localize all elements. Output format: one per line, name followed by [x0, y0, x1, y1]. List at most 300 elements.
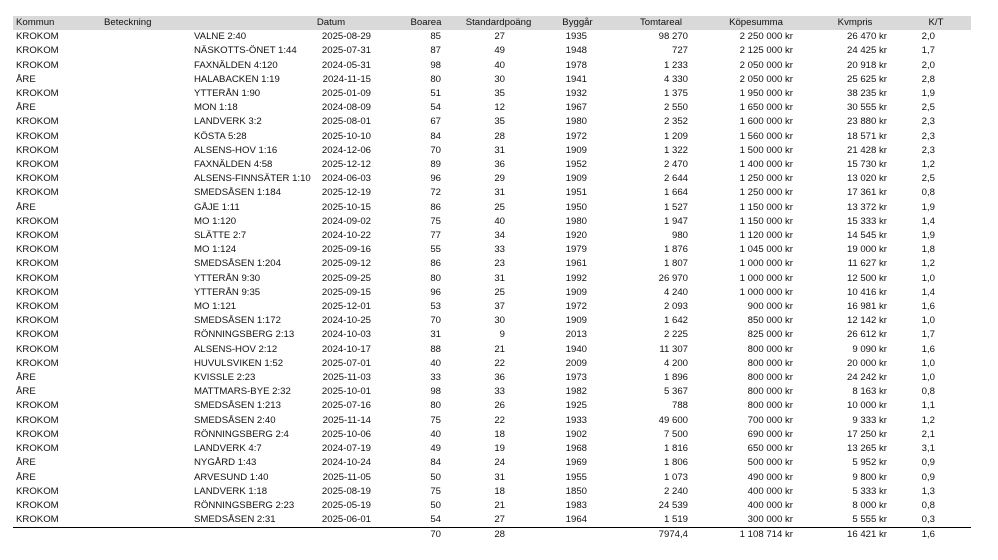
cell-beteckning[interactable]: SLÄTTE 2:7	[194, 230, 247, 242]
cell-tomtareal[interactable]: 5 367	[663, 386, 688, 398]
cell-kt[interactable]: 1,6	[921, 343, 935, 355]
cell-kvmpris[interactable]: 13 265 kr	[846, 443, 887, 455]
cell-datum[interactable]: 2024-05-31	[321, 59, 371, 71]
cell-byggar[interactable]: 1909	[565, 286, 587, 298]
cell-tomtareal[interactable]: 1 642	[663, 315, 688, 327]
cell-kommun[interactable]: ÅRE	[16, 457, 36, 469]
cell-boarea[interactable]: 77	[430, 230, 441, 242]
cell-beteckning[interactable]: LANDVERK 4:7	[194, 443, 262, 455]
cell-kvmpris[interactable]: 17 250 kr	[846, 428, 887, 440]
cell-kt[interactable]: 1,1	[921, 400, 935, 412]
cell-kvmpris[interactable]: 13 372 kr	[846, 201, 887, 213]
cell-kt[interactable]: 1,0	[921, 272, 935, 284]
cell-beteckning[interactable]: MON 1:18	[194, 102, 238, 114]
cell-kopesumma[interactable]: 825 000 kr	[747, 329, 793, 341]
cell-kvmpris[interactable]: 9 800 kr	[852, 471, 887, 483]
cell-beteckning[interactable]: ALSENS-HOV 1:16	[194, 144, 278, 156]
cell-datum[interactable]: 2024-10-03	[321, 329, 371, 341]
cell-tomtareal[interactable]: 2 225	[663, 329, 688, 341]
cell-datum[interactable]: 2025-11-05	[322, 471, 371, 483]
cell-tomtareal[interactable]: 1 896	[663, 372, 688, 384]
cell-boarea[interactable]: 96	[430, 286, 441, 298]
cell-kopesumma[interactable]: 1 950 000 kr	[739, 88, 793, 100]
cell-kommun[interactable]: ÅRE	[16, 102, 36, 114]
cell-tomtareal[interactable]: 1 527	[663, 201, 688, 213]
cell-boarea[interactable]: 40	[430, 428, 441, 440]
cell-datum[interactable]: 2025-09-16	[321, 244, 371, 256]
cell-beteckning[interactable]: VALNE 2:40	[194, 31, 247, 43]
cell-kvmpris[interactable]: 14 545 kr	[846, 230, 887, 242]
cell-kopesumma[interactable]: 1 600 000 kr	[739, 116, 793, 128]
cell-tomtareal[interactable]: 1 816	[663, 443, 688, 455]
cell-standardpoang[interactable]: 18	[494, 485, 505, 497]
cell-kommun[interactable]: KROKOM	[16, 116, 59, 128]
cell-datum[interactable]: 2024-12-06	[321, 144, 371, 156]
cell-standardpoang[interactable]: 19	[494, 443, 505, 455]
cell-kopesumma[interactable]: 800 000 kr	[747, 372, 793, 384]
cell-byggar[interactable]: 2009	[565, 357, 587, 369]
cell-datum[interactable]: 2025-08-01	[321, 116, 371, 128]
column-header-kopesumma[interactable]: Köpesumma	[703, 16, 809, 30]
total-cell-datum[interactable]	[271, 528, 391, 543]
cell-standardpoang[interactable]: 21	[494, 499, 505, 511]
cell-standardpoang[interactable]: 31	[494, 471, 505, 483]
total-cell-kt[interactable]: 1,6	[901, 528, 971, 543]
cell-datum[interactable]: 2024-08-09	[321, 102, 371, 114]
cell-beteckning[interactable]: SMEDSÅSEN 1:172	[194, 315, 281, 327]
column-header-kt[interactable]: K/T	[901, 16, 971, 30]
cell-beteckning[interactable]: ARVESUND 1:40	[194, 471, 269, 483]
cell-datum[interactable]: 2024-06-03	[321, 173, 371, 185]
cell-byggar[interactable]: 1972	[565, 301, 587, 313]
cell-kopesumma[interactable]: 800 000 kr	[747, 357, 793, 369]
cell-standardpoang[interactable]: 22	[494, 414, 505, 426]
cell-kopesumma[interactable]: 1 500 000 kr	[739, 144, 793, 156]
cell-byggar[interactable]: 1952	[565, 159, 587, 171]
cell-standardpoang[interactable]: 24	[494, 457, 505, 469]
cell-beteckning[interactable]: MATTMARS-BYE 2:32	[194, 386, 291, 398]
cell-kvmpris[interactable]: 5 333 kr	[852, 485, 887, 497]
cell-kt[interactable]: 2,3	[921, 116, 935, 128]
cell-kommun[interactable]: KROKOM	[16, 173, 59, 185]
cell-kvmpris[interactable]: 9 090 kr	[852, 343, 887, 355]
cell-boarea[interactable]: 98	[430, 59, 441, 71]
cell-datum[interactable]: 2025-10-06	[321, 428, 371, 440]
cell-kopesumma[interactable]: 650 000 kr	[747, 443, 793, 455]
cell-datum[interactable]: 2025-10-15	[321, 201, 371, 213]
cell-byggar[interactable]: 1925	[565, 400, 587, 412]
cell-datum[interactable]: 2024-10-22	[321, 230, 371, 242]
cell-kommun[interactable]: KROKOM	[16, 215, 59, 227]
cell-kopesumma[interactable]: 400 000 kr	[747, 499, 793, 511]
cell-tomtareal[interactable]: 4 240	[663, 286, 688, 298]
cell-kvmpris[interactable]: 13 020 kr	[846, 173, 887, 185]
cell-kopesumma[interactable]: 2 250 000 kr	[739, 31, 793, 43]
cell-standardpoang[interactable]: 34	[494, 230, 505, 242]
cell-kt[interactable]: 1,7	[921, 329, 935, 341]
cell-kvmpris[interactable]: 15 333 kr	[846, 215, 887, 227]
cell-kommun[interactable]: KROKOM	[16, 414, 59, 426]
cell-standardpoang[interactable]: 26	[494, 400, 505, 412]
cell-datum[interactable]: 2025-07-31	[321, 45, 371, 57]
cell-datum[interactable]: 2025-12-01	[321, 301, 371, 313]
cell-kvmpris[interactable]: 21 428 kr	[846, 144, 887, 156]
cell-boarea[interactable]: 40	[430, 357, 441, 369]
total-cell-standardpoang[interactable]: 28	[461, 528, 536, 543]
cell-tomtareal[interactable]: 1 073	[663, 471, 688, 483]
cell-tomtareal[interactable]: 2 240	[663, 485, 688, 497]
cell-kvmpris[interactable]: 20 918 kr	[846, 59, 887, 71]
cell-kvmpris[interactable]: 8 000 kr	[852, 499, 887, 511]
cell-kt[interactable]: 1,4	[921, 286, 935, 298]
column-header-beteckning[interactable]: Beteckning	[101, 16, 271, 30]
total-cell-beteckning[interactable]	[101, 528, 271, 543]
cell-datum[interactable]: 2025-10-10	[321, 130, 371, 142]
cell-kt[interactable]: 1,2	[921, 414, 935, 426]
cell-beteckning[interactable]: GÅJE 1:11	[194, 201, 240, 213]
cell-datum[interactable]: 2024-09-02	[321, 215, 371, 227]
cell-standardpoang[interactable]: 37	[494, 301, 505, 313]
cell-kvmpris[interactable]: 26 612 kr	[846, 329, 887, 341]
cell-kt[interactable]: 1,3	[921, 485, 935, 497]
cell-datum[interactable]: 2025-07-01	[321, 357, 371, 369]
cell-byggar[interactable]: 1850	[565, 485, 587, 497]
cell-kopesumma[interactable]: 900 000 kr	[747, 301, 793, 313]
cell-tomtareal[interactable]: 980	[671, 230, 688, 242]
cell-standardpoang[interactable]: 40	[494, 59, 505, 71]
cell-datum[interactable]: 2024-10-17	[321, 343, 371, 355]
cell-beteckning[interactable]: MO 1:120	[194, 215, 237, 227]
cell-kt[interactable]: 1,9	[921, 230, 935, 242]
cell-tomtareal[interactable]: 1 876	[663, 244, 688, 256]
cell-kommun[interactable]: KROKOM	[16, 272, 59, 284]
cell-beteckning[interactable]: FAXNÄLDEN 4:58	[194, 159, 273, 171]
column-header-kommun[interactable]: Kommun	[13, 16, 101, 30]
cell-kvmpris[interactable]: 5 555 kr	[852, 514, 887, 526]
cell-boarea[interactable]: 33	[430, 372, 441, 384]
cell-byggar[interactable]: 1951	[565, 187, 587, 199]
cell-byggar[interactable]: 1909	[565, 173, 587, 185]
cell-beteckning[interactable]: LANDVERK 3:2	[194, 116, 262, 128]
cell-beteckning[interactable]: SMEDSÅSEN 1:184	[194, 187, 281, 199]
cell-kt[interactable]: 1,2	[921, 258, 935, 270]
cell-kvmpris[interactable]: 16 981 kr	[846, 301, 887, 313]
cell-boarea[interactable]: 49	[430, 443, 441, 455]
cell-beteckning[interactable]: YTTERÅN 1:90	[194, 88, 261, 100]
cell-kopesumma[interactable]: 800 000 kr	[747, 400, 793, 412]
cell-kommun[interactable]: KROKOM	[16, 130, 59, 142]
cell-boarea[interactable]: 86	[430, 258, 441, 270]
cell-kommun[interactable]: KROKOM	[16, 315, 59, 327]
cell-kt[interactable]: 0,9	[921, 457, 935, 469]
cell-tomtareal[interactable]: 1 209	[663, 130, 688, 142]
cell-kommun[interactable]: KROKOM	[16, 45, 59, 57]
cell-standardpoang[interactable]: 31	[494, 144, 505, 156]
cell-datum[interactable]: 2024-10-24	[321, 457, 371, 469]
cell-datum[interactable]: 2025-01-09	[321, 88, 371, 100]
total-cell-tomtareal[interactable]: 7974,4	[619, 528, 703, 543]
cell-kommun[interactable]: ÅRE	[16, 386, 36, 398]
cell-kopesumma[interactable]: 1 400 000 kr	[739, 159, 793, 171]
cell-byggar[interactable]: 1935	[565, 31, 587, 43]
cell-datum[interactable]: 2025-11-14	[322, 414, 371, 426]
cell-boarea[interactable]: 67	[430, 116, 441, 128]
cell-boarea[interactable]: 31	[430, 329, 441, 341]
cell-standardpoang[interactable]: 25	[494, 201, 505, 213]
cell-standardpoang[interactable]: 31	[494, 187, 505, 199]
cell-datum[interactable]: 2025-09-12	[321, 258, 371, 270]
cell-kvmpris[interactable]: 9 333 kr	[852, 414, 887, 426]
cell-byggar[interactable]: 1980	[565, 116, 587, 128]
cell-tomtareal[interactable]: 2 550	[663, 102, 688, 114]
total-cell-kommun[interactable]	[13, 528, 101, 543]
cell-kt[interactable]: 1,0	[921, 315, 935, 327]
cell-beteckning[interactable]: YTTERÅN 9:35	[194, 286, 261, 298]
cell-kopesumma[interactable]: 2 125 000 kr	[739, 45, 793, 57]
cell-standardpoang[interactable]: 31	[494, 272, 505, 284]
cell-boarea[interactable]: 84	[430, 130, 441, 142]
cell-tomtareal[interactable]: 98 270	[658, 31, 688, 43]
cell-datum[interactable]: 2024-07-19	[321, 443, 371, 455]
cell-boarea[interactable]: 75	[430, 215, 441, 227]
cell-kommun[interactable]: KROKOM	[16, 357, 59, 369]
cell-datum[interactable]: 2025-06-01	[321, 514, 371, 526]
cell-boarea[interactable]: 96	[430, 173, 441, 185]
cell-byggar[interactable]: 1968	[565, 443, 587, 455]
cell-tomtareal[interactable]: 1 807	[663, 258, 688, 270]
cell-datum[interactable]: 2025-09-25	[321, 272, 371, 284]
cell-beteckning[interactable]: NÄSKOTTS-ÖNET 1:44	[194, 45, 297, 57]
cell-byggar[interactable]: 1961	[565, 258, 587, 270]
cell-kopesumma[interactable]: 690 000 kr	[747, 428, 793, 440]
cell-tomtareal[interactable]: 11 307	[659, 343, 688, 355]
cell-byggar[interactable]: 1983	[565, 499, 587, 511]
cell-kommun[interactable]: KROKOM	[16, 187, 59, 199]
cell-boarea[interactable]: 54	[430, 514, 441, 526]
cell-beteckning[interactable]: LANDVERK 1:18	[194, 485, 268, 497]
cell-kopesumma[interactable]: 1 000 000 kr	[739, 258, 793, 270]
cell-kt[interactable]: 2,3	[921, 130, 935, 142]
cell-beteckning[interactable]: HUVULSVIKEN 1:52	[194, 357, 284, 369]
cell-boarea[interactable]: 98	[430, 386, 441, 398]
total-cell-boarea[interactable]: 70	[391, 528, 461, 543]
cell-boarea[interactable]: 72	[430, 187, 441, 199]
cell-tomtareal[interactable]: 788	[671, 400, 688, 412]
cell-kopesumma[interactable]: 2 050 000 kr	[739, 59, 793, 71]
cell-tomtareal[interactable]: 1 375	[663, 88, 688, 100]
cell-beteckning[interactable]: SMEDSÅSEN 1:204	[194, 258, 281, 270]
cell-tomtareal[interactable]: 1 947	[663, 215, 688, 227]
cell-byggar[interactable]: 1920	[565, 230, 587, 242]
cell-beteckning[interactable]: YTTERÅN 9:30	[194, 272, 261, 284]
cell-byggar[interactable]: 1948	[565, 45, 587, 57]
cell-datum[interactable]: 2025-08-29	[321, 31, 371, 43]
cell-kvmpris[interactable]: 30 555 kr	[846, 102, 887, 114]
cell-boarea[interactable]: 54	[430, 102, 441, 114]
cell-beteckning[interactable]: KVISSLE 2:23	[194, 372, 256, 384]
cell-byggar[interactable]: 1969	[565, 457, 587, 469]
cell-kt[interactable]: 1,2	[921, 159, 935, 171]
cell-kvmpris[interactable]: 12 500 kr	[846, 272, 887, 284]
cell-kommun[interactable]: KROKOM	[16, 485, 59, 497]
cell-kopesumma[interactable]: 1 250 000 kr	[739, 173, 793, 185]
column-header-tomtareal[interactable]: Tomtareal	[619, 16, 703, 30]
cell-kopesumma[interactable]: 850 000 kr	[747, 315, 793, 327]
cell-beteckning[interactable]: KÖSTA 5:28	[194, 130, 247, 142]
cell-kt[interactable]: 3,1	[921, 443, 935, 455]
cell-boarea[interactable]: 75	[430, 414, 441, 426]
cell-kt[interactable]: 1,7	[921, 45, 935, 57]
cell-kt[interactable]: 1,9	[921, 201, 935, 213]
cell-kt[interactable]: 0,3	[921, 514, 935, 526]
cell-kopesumma[interactable]: 2 050 000 kr	[739, 73, 793, 85]
cell-kommun[interactable]: KROKOM	[16, 428, 59, 440]
cell-kommun[interactable]: KROKOM	[16, 443, 59, 455]
column-header-standardpoang[interactable]: Standardpoäng	[461, 16, 536, 30]
cell-kopesumma[interactable]: 500 000 kr	[747, 457, 793, 469]
cell-kt[interactable]: 2,5	[921, 173, 935, 185]
cell-kommun[interactable]: ÅRE	[16, 73, 36, 85]
column-header-byggar[interactable]: Byggår	[536, 16, 619, 30]
cell-kvmpris[interactable]: 5 952 kr	[852, 457, 887, 469]
cell-beteckning[interactable]: SMEDSÅSEN 2:31	[194, 514, 276, 526]
cell-kommun[interactable]: ÅRE	[16, 201, 36, 213]
cell-standardpoang[interactable]: 21	[494, 343, 505, 355]
cell-kvmpris[interactable]: 18 571 kr	[846, 130, 887, 142]
cell-standardpoang[interactable]: 35	[494, 88, 505, 100]
cell-kommun[interactable]: KROKOM	[16, 88, 59, 100]
cell-kvmpris[interactable]: 38 235 kr	[846, 88, 887, 100]
column-header-datum[interactable]: Datum	[271, 16, 391, 30]
cell-kt[interactable]: 0,8	[921, 499, 935, 511]
cell-beteckning[interactable]: MO 1:121	[194, 301, 237, 313]
cell-kvmpris[interactable]: 10 416 kr	[846, 286, 887, 298]
cell-byggar[interactable]: 2013	[565, 329, 587, 341]
cell-kvmpris[interactable]: 25 625 kr	[846, 73, 887, 85]
cell-kt[interactable]: 0,8	[921, 386, 935, 398]
cell-kvmpris[interactable]: 24 425 kr	[846, 45, 887, 57]
cell-standardpoang[interactable]: 9	[499, 329, 505, 341]
cell-datum[interactable]: 2025-10-01	[321, 386, 371, 398]
cell-byggar[interactable]: 1973	[565, 372, 587, 384]
cell-kt[interactable]: 2,5	[921, 102, 935, 114]
cell-standardpoang[interactable]: 27	[494, 514, 505, 526]
cell-boarea[interactable]: 89	[430, 159, 441, 171]
cell-tomtareal[interactable]: 24 539	[658, 499, 688, 511]
cell-byggar[interactable]: 1941	[565, 73, 587, 85]
cell-standardpoang[interactable]: 29	[494, 173, 505, 185]
cell-kvmpris[interactable]: 17 361 kr	[846, 187, 887, 199]
cell-boarea[interactable]: 50	[430, 499, 441, 511]
cell-boarea[interactable]: 50	[430, 471, 441, 483]
cell-kopesumma[interactable]: 1 650 000 kr	[739, 102, 793, 114]
cell-standardpoang[interactable]: 33	[494, 386, 505, 398]
cell-boarea[interactable]: 80	[430, 400, 441, 412]
cell-boarea[interactable]: 55	[430, 244, 441, 256]
cell-datum[interactable]: 2025-05-19	[321, 499, 371, 511]
cell-beteckning[interactable]: NYGÅRD 1:43	[194, 457, 257, 469]
cell-kopesumma[interactable]: 1 250 000 kr	[739, 187, 793, 199]
cell-standardpoang[interactable]: 25	[494, 286, 505, 298]
cell-kommun[interactable]: KROKOM	[16, 31, 59, 43]
cell-byggar[interactable]: 1950	[565, 201, 587, 213]
cell-standardpoang[interactable]: 28	[494, 130, 505, 142]
cell-kvmpris[interactable]: 11 627 kr	[847, 258, 887, 270]
cell-beteckning[interactable]: ALSENS-HOV 2:12	[194, 343, 278, 355]
cell-byggar[interactable]: 1972	[565, 130, 587, 142]
cell-boarea[interactable]: 88	[430, 343, 441, 355]
cell-tomtareal[interactable]: 1 806	[663, 457, 688, 469]
cell-kommun[interactable]: KROKOM	[16, 286, 59, 298]
cell-kopesumma[interactable]: 1 000 000 kr	[739, 286, 793, 298]
cell-datum[interactable]: 2025-12-19	[321, 187, 371, 199]
cell-kt[interactable]: 2,1	[921, 428, 935, 440]
cell-kommun[interactable]: ÅRE	[16, 372, 36, 384]
total-cell-kvmpris[interactable]: 16 421 kr	[809, 528, 901, 543]
cell-standardpoang[interactable]: 23	[494, 258, 505, 270]
cell-kommun[interactable]: KROKOM	[16, 301, 59, 313]
cell-byggar[interactable]: 1955	[565, 471, 587, 483]
cell-boarea[interactable]: 75	[430, 485, 441, 497]
cell-kommun[interactable]: KROKOM	[16, 159, 59, 171]
cell-kommun[interactable]: KROKOM	[16, 258, 59, 270]
cell-kommun[interactable]: KROKOM	[16, 244, 59, 256]
cell-standardpoang[interactable]: 36	[494, 159, 505, 171]
cell-kt[interactable]: 0,9	[921, 471, 935, 483]
cell-byggar[interactable]: 1933	[565, 414, 587, 426]
cell-standardpoang[interactable]: 36	[494, 372, 505, 384]
cell-beteckning[interactable]: FAXNÄLDEN 4:120	[194, 59, 278, 71]
cell-kt[interactable]: 1,4	[921, 215, 935, 227]
cell-kopesumma[interactable]: 400 000 kr	[747, 485, 793, 497]
cell-tomtareal[interactable]: 1 664	[663, 187, 688, 199]
cell-kommun[interactable]: KROKOM	[16, 329, 59, 341]
cell-kommun[interactable]: KROKOM	[16, 400, 59, 412]
cell-boarea[interactable]: 80	[430, 272, 441, 284]
cell-beteckning[interactable]: MO 1:124	[194, 244, 237, 256]
cell-kommun[interactable]: ÅRE	[16, 471, 36, 483]
cell-byggar[interactable]: 1909	[565, 315, 587, 327]
column-header-kvmpris[interactable]: Kvmpris	[809, 16, 901, 30]
cell-standardpoang[interactable]: 30	[494, 315, 505, 327]
cell-boarea[interactable]: 80	[430, 73, 441, 85]
cell-tomtareal[interactable]: 2 352	[663, 116, 688, 128]
cell-kvmpris[interactable]: 19 000 kr	[846, 244, 887, 256]
cell-kvmpris[interactable]: 8 163 kr	[852, 386, 887, 398]
cell-standardpoang[interactable]: 12	[494, 102, 505, 114]
cell-kopesumma[interactable]: 800 000 kr	[747, 343, 793, 355]
cell-kt[interactable]: 1,0	[921, 372, 935, 384]
cell-kt[interactable]: 1,6	[921, 301, 935, 313]
cell-tomtareal[interactable]: 2 093	[663, 301, 688, 313]
cell-tomtareal[interactable]: 4 200	[663, 357, 688, 369]
cell-kt[interactable]: 2,3	[921, 144, 935, 156]
cell-kvmpris[interactable]: 12 142 kr	[846, 315, 887, 327]
cell-standardpoang[interactable]: 30	[494, 73, 505, 85]
cell-byggar[interactable]: 1932	[565, 88, 587, 100]
cell-boarea[interactable]: 70	[430, 144, 441, 156]
cell-byggar[interactable]: 1992	[565, 272, 587, 284]
cell-beteckning[interactable]: RÖNNINGSBERG 2:13	[194, 329, 295, 341]
cell-kvmpris[interactable]: 20 000 kr	[846, 357, 887, 369]
cell-kt[interactable]: 2,0	[921, 59, 935, 71]
cell-kommun[interactable]: KROKOM	[16, 59, 59, 71]
cell-kopesumma[interactable]: 300 000 kr	[747, 514, 793, 526]
cell-standardpoang[interactable]: 33	[494, 244, 505, 256]
cell-kopesumma[interactable]: 1 045 000 kr	[739, 244, 793, 256]
cell-datum[interactable]: 2024-11-15	[322, 73, 371, 85]
cell-kopesumma[interactable]: 1 150 000 kr	[739, 201, 793, 213]
